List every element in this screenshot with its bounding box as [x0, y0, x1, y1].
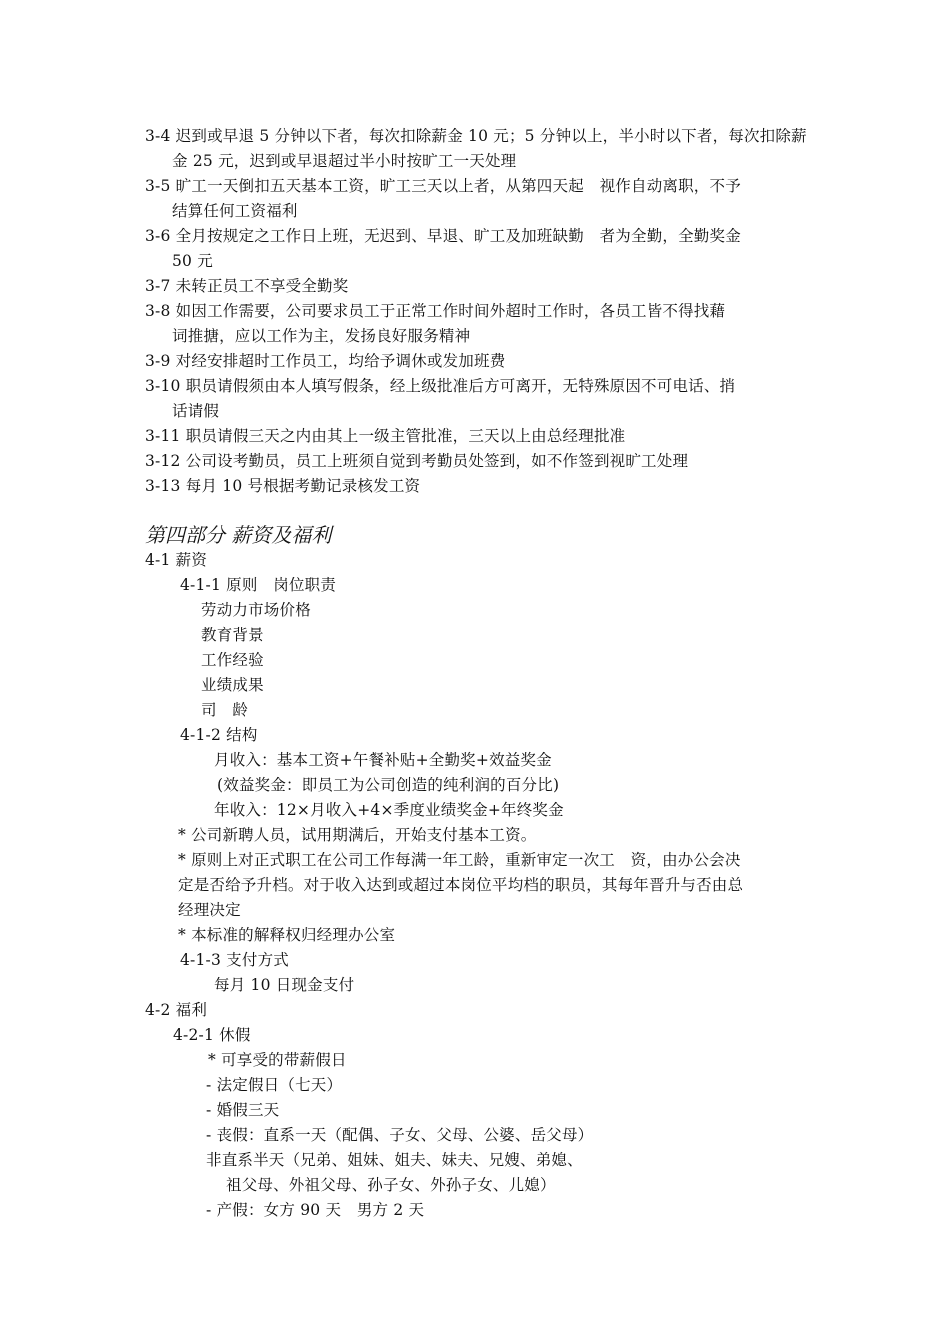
structure-annual: 年收入：12×月收入+4×季度业绩奖金+年终奖金 [214, 801, 564, 819]
welfare-title: 4-2 福利 [145, 1001, 208, 1019]
rule-3-11: 3-11 职员请假三天之内由其上一级主管批准，三天以上由总经理批准 [145, 427, 626, 445]
maternity-leave: - 产假：女方 90 天 男方 2 天 [206, 1201, 425, 1219]
rule-3-4-line2: 金 25 元，迟到或早退超过半小时按旷工一天处理 [172, 152, 517, 170]
rule-3-5-line2: 结算任何工资福利 [172, 202, 298, 220]
funeral-leave: - 丧假：直系一天（配偶、子女、父母、公婆、岳父母） [206, 1126, 594, 1144]
structure-title: 4-1-2 结构 [180, 726, 258, 744]
rule-3-7: 3-7 未转正员工不享受全勤奖 [145, 277, 349, 295]
rule-3-8-line1: 3-8 如因工作需要，公司要求员工于正常工作时间外超时工作时，各员工皆不得找藉 [145, 302, 726, 320]
principle-item: 教育背景 [201, 626, 264, 644]
rule-3-4-line1: 3-4 迟到或早退 5 分钟以下者，每次扣除薪金 10 元；5 分钟以上，半小时以下者，每次扣除薪 [145, 127, 807, 145]
rule-3-10-line2: 话请假 [172, 402, 220, 420]
salary-title: 4-1 薪资 [145, 551, 208, 569]
payment-title: 4-1-3 支付方式 [180, 951, 289, 969]
salary-note-1: * 公司新聘人员，试用期满后，开始支付基本工资。 [178, 826, 537, 844]
rule-3-13: 3-13 每月 10 号根据考勤记录核发工资 [145, 477, 421, 495]
legal-holiday: - 法定假日（七天） [206, 1076, 343, 1094]
principle-item: 司 龄 [201, 701, 249, 719]
rule-3-9: 3-9 对经安排超时工作员工，均给予调休或发加班费 [145, 352, 506, 370]
principle-item: 工作经验 [201, 651, 264, 669]
principle-item: 业绩成果 [201, 676, 264, 694]
salary-note-2-line3: 经理决定 [178, 901, 241, 919]
rule-3-10-line1: 3-10 职员请假须由本人填写假条，经上级批准后方可离开，无特殊原因不可电话、捎 [145, 377, 736, 395]
salary-note-2-line1: * 原则上对正式职工在公司工作每满一年工龄，重新审定一次工 资，由办公会决 [178, 851, 741, 869]
rule-3-6-line2: 50 元 [172, 252, 213, 270]
rule-3-8-line2: 词推搪，应以工作为主，发扬良好服务精神 [172, 327, 471, 345]
salary-note-3: * 本标准的解释权归经理办公室 [178, 926, 396, 944]
payment-text: 每月 10 日现金支付 [214, 976, 355, 994]
marriage-leave: - 婚假三天 [206, 1101, 280, 1119]
paid-leave-title: * 可享受的带薪假日 [208, 1051, 347, 1069]
rule-3-12: 3-12 公司设考勤员，员工上班须自觉到考勤员处签到，如不作签到视旷工处理 [145, 452, 689, 470]
vacation-title: 4-2-1 休假 [173, 1026, 251, 1044]
rule-3-5-line1: 3-5 旷工一天倒扣五天基本工资，旷工三天以上者，从第四天起 视作自动离职，不予 [145, 177, 741, 195]
rule-3-6-line1: 3-6 全月按规定之工作日上班，无迟到、早退、旷工及加班缺勤 者为全勤，全勤奖金 [145, 227, 741, 245]
structure-monthly: 月收入：基本工资+午餐补贴+全勤奖+效益奖金 [214, 751, 552, 769]
funeral-leave-indirect-1: 非直系半天（兄弟、姐妹、姐夫、妹夫、兄嫂、弟媳、 [206, 1151, 583, 1169]
principle-title: 4-1-1 原则 岗位职责 [180, 576, 337, 594]
salary-note-2-line2: 定是否给予升档。对于收入达到或超过本岗位平均档的职员，其每年晋升与否由总 [178, 876, 744, 894]
structure-note: (效益奖金：即员工为公司创造的纯利润的百分比) [217, 776, 560, 794]
funeral-leave-indirect-2: 祖父母、外祖父母、孙子女、外孙子女、儿媳） [226, 1176, 556, 1194]
principle-item: 劳动力市场价格 [201, 601, 311, 619]
section-heading: 第四部分 薪资及福利 [145, 523, 332, 547]
